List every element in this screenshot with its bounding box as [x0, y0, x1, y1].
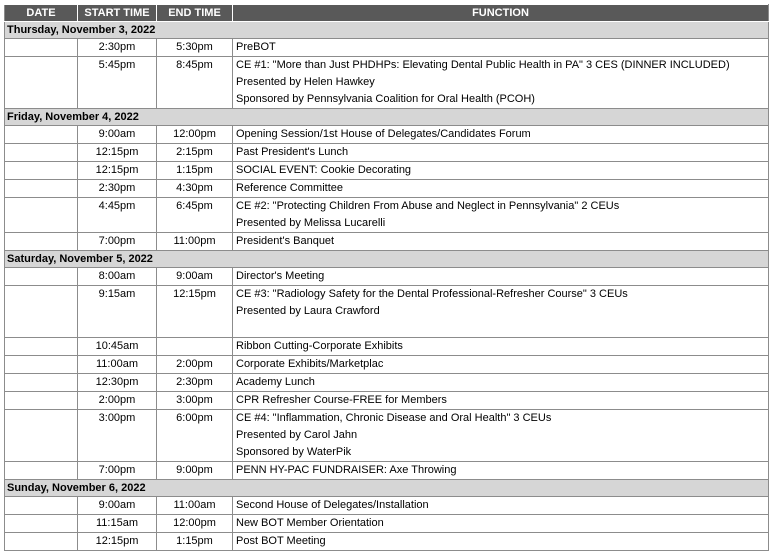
end-time-cell[interactable]: [157, 338, 233, 356]
date-cell[interactable]: [5, 356, 78, 374]
function-line: CE #2: "Protecting Children From Abuse and Neglect in Pennsylvania" 2 CEUs: [236, 200, 620, 212]
start-time-cell[interactable]: 2:30pm: [78, 180, 157, 198]
date-cell[interactable]: [5, 286, 78, 338]
start-time-cell[interactable]: 12:15pm: [78, 144, 157, 162]
function-cell[interactable]: [233, 462, 769, 480]
end-time-cell[interactable]: 6:00pm: [157, 410, 233, 462]
event-row: [5, 144, 769, 162]
header-end-time[interactable]: END TIME: [157, 5, 233, 22]
function-cell[interactable]: [233, 39, 769, 57]
end-time-cell[interactable]: 12:00pm: [157, 126, 233, 144]
end-time-cell[interactable]: 1:15pm: [157, 162, 233, 180]
function-cell[interactable]: [233, 198, 769, 233]
function-cell[interactable]: [233, 144, 769, 162]
start-time-cell[interactable]: 9:15am: [78, 286, 157, 338]
event-row: [5, 497, 769, 515]
end-time-cell[interactable]: 11:00pm: [157, 233, 233, 251]
date-cell[interactable]: [5, 233, 78, 251]
function-line: CE #1: "More than Just PHDHPs: Elevating Dental Public Health in PA" 3 CES (DINNER INCLUDED): [236, 59, 730, 71]
function-cell[interactable]: [233, 533, 769, 551]
event-row: [5, 126, 769, 144]
event-row: [5, 356, 769, 374]
start-time-cell[interactable]: 12:15pm: [78, 162, 157, 180]
start-time-cell[interactable]: 4:45pm: [78, 198, 157, 233]
function-line: Presented by Helen Hawkey: [236, 76, 375, 88]
function-line: PreBOT: [236, 41, 276, 53]
header-row: [5, 5, 769, 22]
header-date[interactable]: DATE: [5, 5, 78, 22]
day-label[interactable]: Friday, November 4, 2022: [5, 109, 769, 126]
function-line: Presented by Carol Jahn: [236, 429, 358, 441]
date-cell[interactable]: [5, 462, 78, 480]
date-cell[interactable]: [5, 162, 78, 180]
function-cell[interactable]: [233, 162, 769, 180]
end-time-cell[interactable]: 9:00pm: [157, 462, 233, 480]
end-time-cell[interactable]: 4:30pm: [157, 180, 233, 198]
start-time-cell[interactable]: 11:15am: [78, 515, 157, 533]
end-time-cell[interactable]: 12:00pm: [157, 515, 233, 533]
function-line: Past President's Lunch: [236, 146, 349, 158]
start-time-cell[interactable]: 2:00pm: [78, 392, 157, 410]
event-row: [5, 533, 769, 551]
function-cell[interactable]: [233, 286, 769, 338]
date-cell[interactable]: [5, 533, 78, 551]
function-cell[interactable]: [233, 392, 769, 410]
start-time-cell[interactable]: 9:00am: [78, 497, 157, 515]
date-cell[interactable]: [5, 338, 78, 356]
start-time-cell[interactable]: 11:00am: [78, 356, 157, 374]
date-cell[interactable]: [5, 198, 78, 233]
event-row: [5, 180, 769, 198]
header-function[interactable]: FUNCTION: [233, 5, 769, 22]
event-row: [5, 39, 769, 57]
end-time-cell[interactable]: 2:15pm: [157, 144, 233, 162]
end-time-cell[interactable]: 5:30pm: [157, 39, 233, 57]
function-cell[interactable]: [233, 180, 769, 198]
start-time-cell[interactable]: 7:00pm: [78, 462, 157, 480]
event-row: [5, 410, 769, 462]
end-time-cell[interactable]: 2:00pm: [157, 356, 233, 374]
event-row: [5, 57, 769, 109]
event-row: [5, 286, 769, 338]
day-row: [5, 22, 769, 39]
function-cell[interactable]: [233, 374, 769, 392]
function-line: CE #3: "Radiology Safety for the Dental Professional-Refresher Course" 3 CEUs: [236, 288, 628, 300]
event-row: [5, 374, 769, 392]
start-time-cell[interactable]: 12:30pm: [78, 374, 157, 392]
function-cell[interactable]: [233, 338, 769, 356]
function-line: SOCIAL EVENT: Cookie Decorating: [236, 164, 412, 176]
event-row: [5, 198, 769, 233]
day-label[interactable]: Sunday, November 6, 2022: [5, 480, 769, 497]
header-start-time[interactable]: START TIME: [78, 5, 157, 22]
function-line: Director's Meeting: [236, 270, 325, 282]
schedule-table: [4, 4, 769, 551]
function-line: Presented by Melissa Lucarelli: [236, 217, 386, 229]
end-time-cell[interactable]: 6:45pm: [157, 198, 233, 233]
end-time-cell[interactable]: 11:00am: [157, 497, 233, 515]
end-time-cell[interactable]: 12:15pm: [157, 286, 233, 338]
event-row: [5, 233, 769, 251]
start-time-cell[interactable]: 7:00pm: [78, 233, 157, 251]
function-cell[interactable]: [233, 356, 769, 374]
function-line: Ribbon Cutting-Corporate Exhibits: [236, 340, 403, 352]
function-line: Post BOT Meeting: [236, 535, 326, 547]
event-row: [5, 268, 769, 286]
date-cell[interactable]: [5, 39, 78, 57]
date-cell[interactable]: [5, 268, 78, 286]
function-line: New BOT Member Orientation: [236, 517, 384, 529]
end-time-cell[interactable]: 8:45pm: [157, 57, 233, 109]
day-label[interactable]: Saturday, November 5, 2022: [5, 251, 769, 268]
date-cell[interactable]: [5, 126, 78, 144]
function-cell[interactable]: [233, 497, 769, 515]
date-cell[interactable]: [5, 374, 78, 392]
start-time-cell[interactable]: 3:00pm: [78, 410, 157, 462]
event-row: [5, 392, 769, 410]
schedule-body: [5, 22, 769, 551]
day-row: [5, 251, 769, 268]
function-line: Sponsored by WaterPik: [236, 446, 352, 458]
date-cell[interactable]: [5, 497, 78, 515]
start-time-cell[interactable]: 10:45am: [78, 338, 157, 356]
function-line: Second House of Delegates/Installation: [236, 499, 429, 511]
date-cell[interactable]: [5, 57, 78, 109]
function-line: Reference Committee: [236, 182, 343, 194]
function-cell[interactable]: [233, 233, 769, 251]
end-time-cell[interactable]: 9:00am: [157, 268, 233, 286]
function-line: Sponsored by Pennsylvania Coalition for Oral Health (PCOH): [236, 93, 535, 105]
function-cell[interactable]: [233, 126, 769, 144]
day-label[interactable]: Thursday, November 3, 2022: [5, 22, 769, 39]
function-line: Presented by Laura Crawford: [236, 305, 380, 317]
date-cell[interactable]: [5, 410, 78, 462]
date-cell[interactable]: [5, 180, 78, 198]
event-row: [5, 338, 769, 356]
function-line: PENN HY-PAC FUNDRAISER: Axe Throwing: [236, 464, 457, 476]
start-time-cell[interactable]: 8:00am: [78, 268, 157, 286]
function-line: Academy Lunch: [236, 376, 315, 388]
function-line: President's Banquet: [236, 235, 335, 247]
function-cell[interactable]: [233, 410, 769, 462]
function-line: [236, 320, 768, 337]
end-time-cell[interactable]: 3:00pm: [157, 392, 233, 410]
day-row: [5, 109, 769, 126]
function-line: CPR Refresher Course-FREE for Members: [236, 394, 447, 406]
start-time-cell[interactable]: 5:45pm: [78, 57, 157, 109]
end-time-cell[interactable]: 1:15pm: [157, 533, 233, 551]
date-cell[interactable]: [5, 144, 78, 162]
function-cell[interactable]: [233, 268, 769, 286]
start-time-cell[interactable]: 2:30pm: [78, 39, 157, 57]
event-row: [5, 162, 769, 180]
function-line: Corporate Exhibits/Marketplac: [236, 358, 384, 370]
day-row: [5, 480, 769, 497]
end-time-cell[interactable]: 2:30pm: [157, 374, 233, 392]
date-cell[interactable]: [5, 392, 78, 410]
start-time-cell[interactable]: 9:00am: [78, 126, 157, 144]
function-line: Opening Session/1st House of Delegates/Candidates Forum: [236, 128, 531, 140]
event-row: [5, 462, 769, 480]
function-line: CE #4: "Inflammation, Chronic Disease and Oral Health" 3 CEUs: [236, 412, 552, 424]
function-cell[interactable]: [233, 57, 769, 109]
start-time-cell[interactable]: 12:15pm: [78, 533, 157, 551]
